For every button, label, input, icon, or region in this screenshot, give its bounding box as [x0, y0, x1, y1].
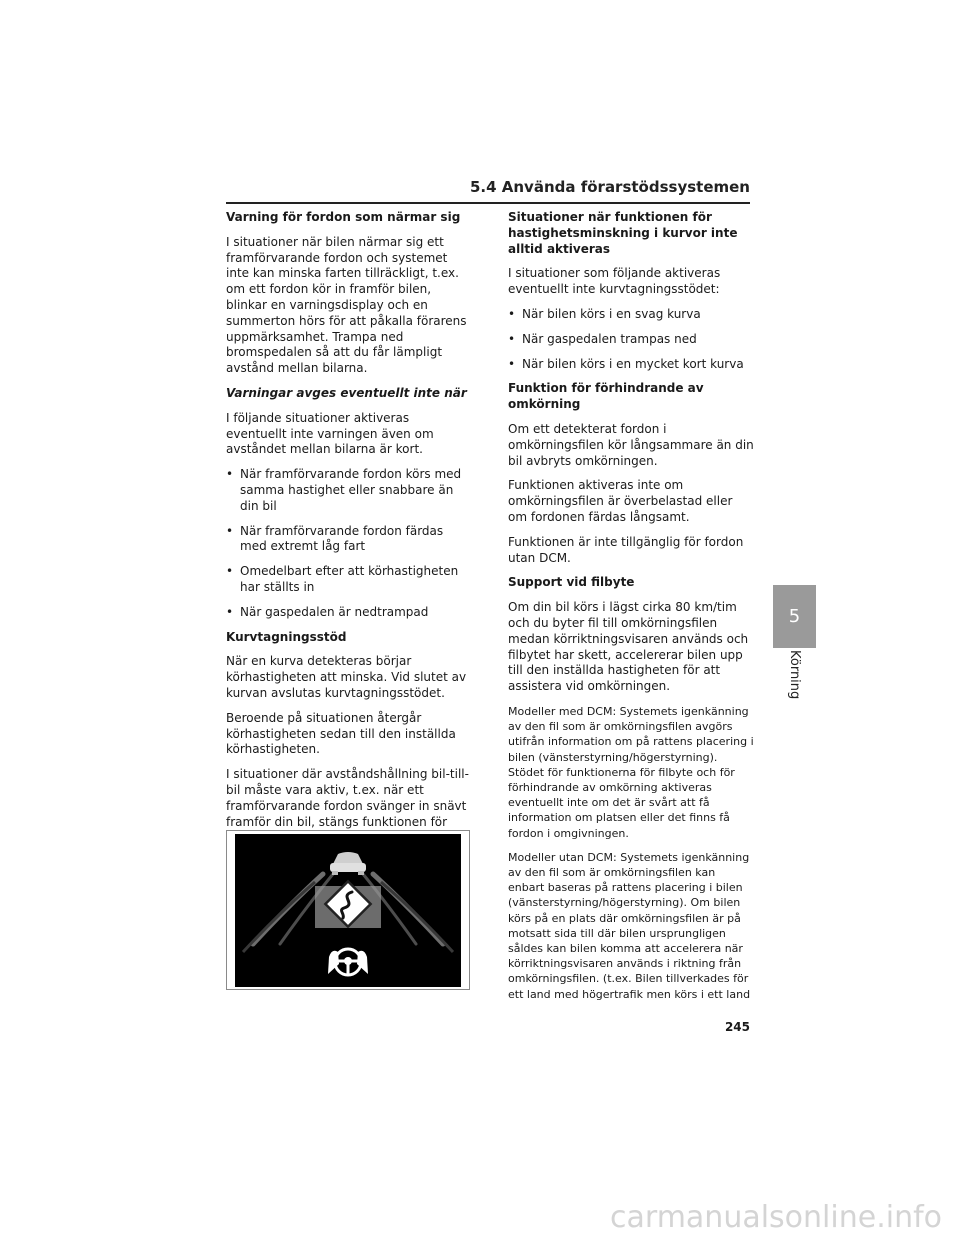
- page-number: 245: [724, 1020, 750, 1034]
- paragraph: I situationer som följande aktiveras eventuellt inte kurvtagningsstödet:: [508, 266, 721, 297]
- right-column: [508, 210, 754, 1011]
- chapter-tab-label: Körning: [787, 650, 802, 700]
- chapter-tab-number[interactable]: 5: [773, 585, 816, 648]
- list-item: • Omedelbart efter att körhastigheten har ställts in: [226, 564, 472, 596]
- subheading-warnings-not-issued: Varningar avges eventuellt inte när: [226, 385, 467, 400]
- paragraph: I följande situationer aktiveras eventuellt inte varningen även om avståndet mellan bilarna är kort.: [226, 410, 434, 457]
- list-item: • När gaspedalen är nedtrampad: [226, 605, 472, 621]
- paragraph: I situationer där avståndshållning bil-till-bil måste vara aktiv, t.ex. när ett framförvarande fordon svänger in snävt framför din bil, stängs funktionen för: [226, 767, 469, 829]
- left-column: [226, 210, 472, 855]
- paragraph: Beroende på situationen återgår körhastigheten sedan till den inställda körhastigheten.: [226, 710, 456, 757]
- list-item: • När gaspedalen trampas ned: [508, 332, 754, 348]
- list-item: • När framförvarande fordon körs med samma hastighet eller snabbare än din bil: [226, 467, 472, 514]
- note-without-dcm: Modeller utan DCM: Systemets igenkänning av den fil som är omkörningsfilen kan enbart baseras på rattens placering i bilen (vänsterstyrning/högerstyrning). Om bilen körs på en plats där omkörningsfilen är på motsatt sida till där bilen ursprungligen såldes kan bilen komma att accelerera när körriktningsvisaren används i riktning från omkörningsfilen. (t.ex. Bilen tillverkades för ett land med högertrafik men körs i ett land: [508, 850, 751, 1001]
- heading-lane-change-support: Support vid filbyte: [508, 575, 635, 590]
- bullet-list: [226, 467, 472, 620]
- paragraph: Om din bil körs i lägst cirka 80 km/tim och du byter fil till omkörningsfilen medan körriktningsvisaren används och filbytet har skett, accelererar bilen upp till den inställda hastigheten för att assistera vid omkörningen.: [508, 600, 749, 694]
- list-item: • När bilen körs i en mycket kort kurva: [508, 357, 754, 373]
- note-with-dcm: Modeller med DCM: Systemets igenkänning av den fil som är omkörningsfilen avgörs utifrån information om på rattens placering i bilen (vänsterstyrning/högerstyrning). Stödet för funktionerna för filbyte och för förhindrande av omkörning aktiveras eventuellt inte om det är svårt att få information om platsen eller det finns få fordon i omgivningen.: [508, 704, 754, 840]
- list-item: • När framförvarande fordon färdas med extremt låg fart: [226, 524, 472, 556]
- heading-curve-assist: Kurvtagningsstöd: [226, 629, 347, 644]
- watermark: carmanualsonline.info: [610, 1200, 942, 1235]
- display-panel: [235, 834, 461, 987]
- bullet-list: [508, 307, 754, 372]
- heading-overtaking-prevention: Funktion för förhindrande av omkörning: [508, 381, 704, 412]
- heading-curve-speed-not-activated: Situationer när funktionen för hastighetsminskning i kurvor inte alltid aktiveras: [508, 210, 738, 256]
- paragraph: Funktionen är inte tillgänglig för fordon utan DCM.: [508, 534, 744, 565]
- list-item: • När bilen körs i en svag kurva: [508, 307, 754, 323]
- paragraph: När en kurva detekteras börjar körhastigheten att minska. Vid slutet av kurvan avslutas kurvtagningsstödet.: [226, 654, 467, 700]
- paragraph: I situationer när bilen närmar sig ett framförvarande fordon och systemet inte kan minska farten tillräckligt, t.ex. om ett fordon kör in framför bilen, blinkar en varningsdisplay och en summerton hörs för att påkalla förarens uppmärksamhet. Trampa ned bromspedalen så att du får lämpligt avstånd mellan bilarna.: [226, 234, 467, 376]
- paragraph: Om ett detekterat fordon i omkörningsfilen kör långsammare än din bil avbryts omkörningen.: [508, 421, 754, 468]
- section-header-title: 5.4 Använda förarstödssystemen: [469, 178, 750, 196]
- header-rule: [226, 202, 750, 204]
- curve-assist-illustration: [226, 830, 470, 990]
- heading-approaching-vehicle-warning: Varning för fordon som närmar sig: [226, 210, 461, 224]
- paragraph: Funktionen aktiveras inte om omkörningsfilen är överbelastad eller om fordonen färdas långsamt.: [508, 478, 733, 524]
